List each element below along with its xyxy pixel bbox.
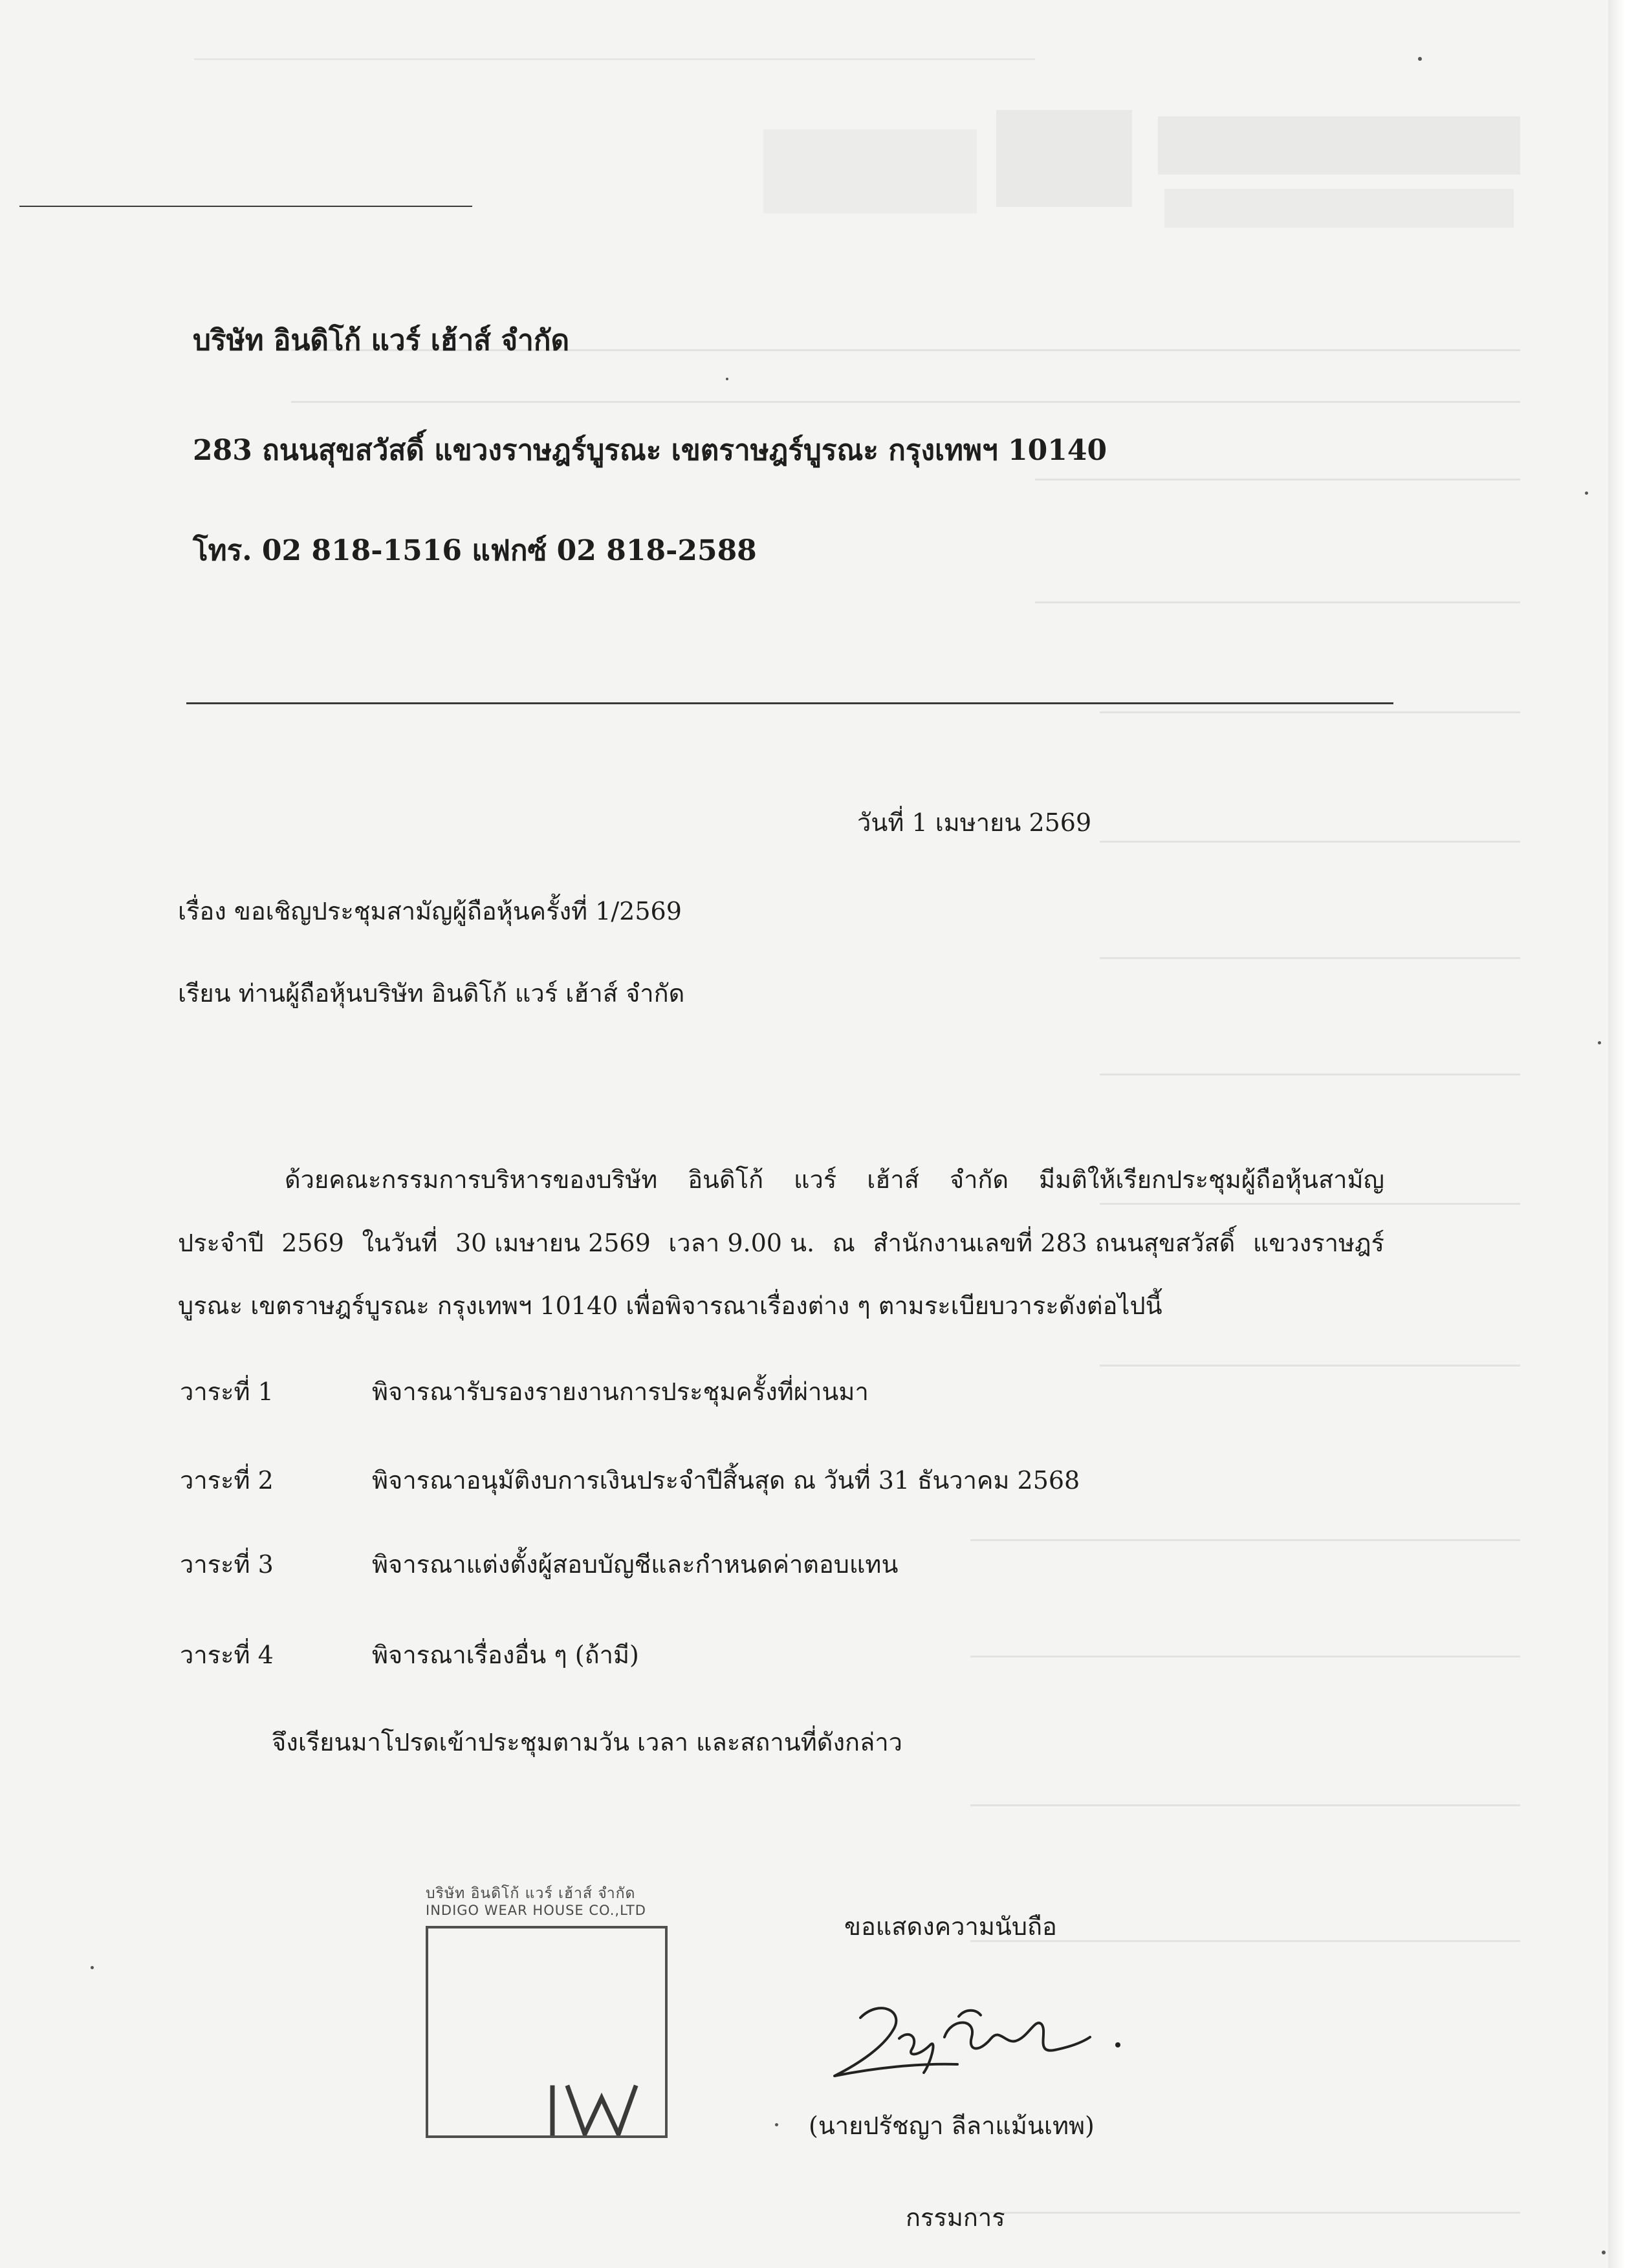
- letter-date: วันที่ 1 เมษายน 2569: [857, 808, 1092, 837]
- agenda-label: วาระที่ 2: [180, 1466, 274, 1495]
- body-word: อินดิโก้: [688, 1165, 764, 1194]
- body-word: 2569: [281, 1229, 344, 1257]
- body-word: แวร์: [794, 1165, 837, 1194]
- body-word: มีมติให้เรียกประชุมผู้ถือหุ้นสามัญ: [1039, 1165, 1384, 1194]
- company-name: บริษัท อินดิโก้ แวร์ เฮ้าส์ จำกัด: [193, 324, 570, 357]
- body-word: 30 เมษายน 2569: [455, 1229, 651, 1257]
- body-word: ณ: [832, 1229, 855, 1257]
- agenda-text: พิจารณาเรื่องอื่น ๆ (ถ้ามี): [372, 1641, 639, 1669]
- company-address: 283 ถนนสุขสวัสดิ์ แขวงราษฎร์บูรณะ เขตราษฎร์บูรณะ กรุงเทพฯ 10140: [193, 434, 1107, 467]
- company-phone: โทร. 02 818-1516 แฟกซ์ 02 818-2588: [193, 534, 757, 567]
- body-word: สำนักงานเลขที่ 283 ถนนสุขสวัสดิ์: [873, 1229, 1236, 1257]
- agenda-label: วาระที่ 1: [180, 1377, 274, 1406]
- stamp-name-en: INDIGO WEAR HOUSE CO.,LTD: [426, 1903, 646, 1918]
- signature-icon: [822, 1992, 1132, 2089]
- letter-subject: เรื่อง ขอเชิญประชุมสามัญผู้ถือหุ้นครั้งที่ 1/2569: [178, 897, 682, 925]
- agenda-text: พิจารณารับรองรายงานการประชุมครั้งที่ผ่านมา: [372, 1377, 869, 1406]
- agenda-label: วาระที่ 3: [180, 1550, 274, 1579]
- signer-title: กรรมการ: [906, 2203, 1005, 2232]
- scan-edge: [1608, 0, 1625, 2268]
- agenda-text: พิจารณาอนุมัติงบการเงินประจำปีสิ้นสุด ณ วันที่ 31 ธันวาคม 2568: [372, 1466, 1080, 1495]
- closing-salutation: ขอแสดงความนับถือ: [844, 1912, 1057, 1941]
- iw-logo: [543, 2084, 660, 2135]
- body-line-3: บูรณะ เขตราษฎร์บูรณะ กรุงเทพฯ 10140 เพื่อพิจารณาเรื่องต่าง ๆ ตามระเบียบวาระดังต่อไปนี้: [178, 1291, 1162, 1320]
- letterhead-divider: [186, 702, 1393, 704]
- body-line-2: [178, 1231, 1384, 1255]
- body-word: เวลา 9.00 น.: [668, 1229, 815, 1257]
- top-rule: [19, 206, 472, 207]
- closing-request: จึงเรียนมาโปรดเข้าประชุมตามวัน เวลา และสถานที่ดังกล่าว: [272, 1728, 902, 1756]
- stamp-name-th: บริษัท อินดิโก้ แวร์ เฮ้าส์ จำกัด: [426, 1885, 636, 1902]
- agenda-label: วาระที่ 4: [180, 1641, 274, 1669]
- body-word: เฮ้าส์: [867, 1165, 919, 1194]
- agenda-text: พิจารณาแต่งตั้งผู้สอบบัญชีและกำหนดค่าตอบแทน: [372, 1550, 899, 1579]
- body-word: จำกัด: [949, 1165, 1009, 1194]
- body-word: ด้วยคณะกรรมการบริหารของบริษัท: [285, 1165, 658, 1194]
- signer-name: (นายปรัชญา ลีลาแม้นเทพ): [809, 2111, 1095, 2140]
- body-word: แขวงราษฎร์: [1252, 1229, 1384, 1257]
- body-line-1: [285, 1167, 1384, 1192]
- letter-recipient: เรียน ท่านผู้ถือหุ้นบริษัท อินดิโก้ แวร์ เฮ้าส์ จำกัด: [178, 979, 685, 1008]
- body-word: ในวันที่: [362, 1229, 438, 1257]
- body-word: ประจำปี: [178, 1229, 264, 1257]
